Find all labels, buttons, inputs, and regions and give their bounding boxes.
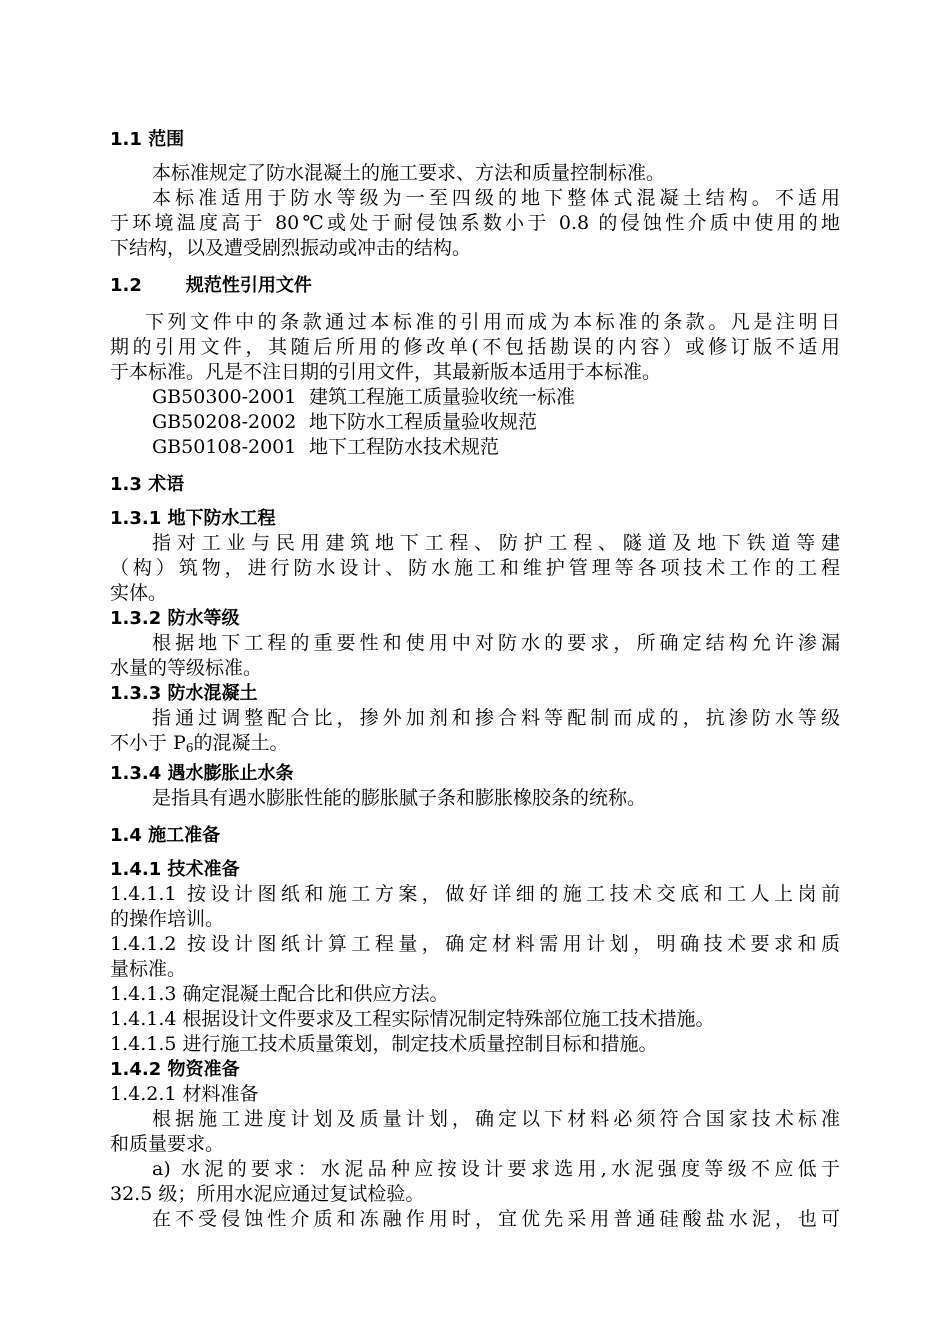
paragraph-line: 1.4.1.3 确定混凝土配合比和供应方法。 [110, 983, 449, 1005]
paragraph-line: 下结构，以及遭受剧烈振动或冲击的结构。 [110, 237, 472, 259]
paragraph-line: 本标准规定了防水混凝土的施工要求、方法和质量控制标准。 [152, 162, 666, 184]
paragraph-line: 根据地下工程的重要性和使用中对防水的要求，所确定结构允许渗漏 [152, 632, 840, 654]
reference-item [110, 410, 840, 435]
paragraph-line: 32.5 级；所用水泥应通过复试检验。 [110, 1183, 425, 1205]
paragraph-line: 指对工业与民用建筑地下工程、防护工程、隧道及地下铁道等建 [152, 532, 840, 554]
paragraph-line: a) 水泥的要求：水泥品种应按设计要求选用,水泥强度等级不应低于 [152, 1158, 840, 1180]
paragraph-line: 本标准适用于防水等级为一至四级的地下整体式混凝土结构。不适用 [152, 187, 840, 209]
section-heading-1-1: 1.1 范围 [110, 129, 185, 150]
paragraph-line: 下列文件中的条款通过本标准的引用而成为本标准的条款。凡是注明日 [145, 311, 840, 333]
section-title: 规范性引用文件 [185, 275, 312, 296]
subsection-heading: 1.3.1 地下防水工程 [110, 508, 276, 529]
subsection-heading: 1.3.4 遇水膨胀止水条 [110, 763, 294, 784]
reference-item [110, 435, 840, 460]
section-heading-1-4: 1.4 施工准备 [110, 825, 221, 846]
text-run: 的混凝土。 [193, 732, 289, 754]
section-heading-1-2 [110, 273, 840, 298]
reference-name: 地下防水工程质量验收规范 [309, 411, 538, 433]
paragraph-line: 在不受侵蚀性介质和冻融作用时，宜优先采用普通硅酸盐水泥，也可 [152, 1208, 840, 1230]
sub-subsection-heading: 1.4.2.1 材料准备 [110, 1083, 259, 1105]
paragraph-line: 根据施工进度计划及质量计划，确定以下材料必须符合国家技术标准 [152, 1108, 840, 1130]
section-number: 1.2 [110, 275, 142, 296]
paragraph-line: 于环境温度高于 80℃或处于耐侵蚀系数小于 0.8 的侵蚀性介质中使用的地 [110, 212, 840, 234]
paragraph-line: 1.4.1.2 按设计图纸计算工程量，确定材料需用计划，明确技术要求和质 [110, 933, 840, 955]
paragraph-line: 于本标准。凡是不注日期的引用文件，其最新版本适用于本标准。 [110, 361, 662, 383]
document-page [110, 127, 840, 1232]
subsection-heading: 1.3.2 防水等级 [110, 608, 240, 629]
paragraph-line: 实体。 [110, 582, 168, 604]
section-heading-1-3: 1.3 术语 [110, 474, 185, 495]
subsection-heading: 1.4.2 物资准备 [110, 1059, 240, 1080]
paragraph-line: 1.4.1.5 进行施工技术质量策划，制定技术质量控制目标和措施。 [110, 1033, 658, 1055]
reference-code: GB50208-2002 [152, 411, 297, 433]
paragraph-line: 量标准。 [110, 958, 187, 980]
paragraph-line: 和质量要求。 [110, 1133, 225, 1155]
paragraph-line: 的操作培训。 [110, 908, 225, 930]
subsection-heading: 1.3.3 防水混凝土 [110, 683, 258, 704]
paragraph-line [110, 731, 840, 761]
reference-item [110, 385, 840, 410]
paragraph-line: 是指具有遇水膨胀性能的膨胀腻子条和膨胀橡胶条的统称。 [152, 787, 647, 809]
text-run: 不小于 P [110, 732, 186, 754]
reference-name: 地下工程防水技术规范 [309, 436, 500, 458]
reference-name: 建筑工程施工质量验收统一标准 [309, 386, 576, 408]
subscript: 6 [185, 741, 194, 755]
paragraph-line: 期的引用文件，其随后所用的修改单(不包括勘误的内容）或修订版不适用 [110, 336, 840, 358]
paragraph-line: （构）筑物，进行防水设计、防水施工和维护管理等各项技术工作的工程 [110, 557, 840, 579]
paragraph-line: 指通过调整配合比，掺外加剂和掺合料等配制而成的，抗渗防水等级 [152, 707, 840, 729]
subsection-heading: 1.4.1 技术准备 [110, 859, 240, 880]
reference-code: GB50300-2001 [152, 386, 297, 408]
reference-code: GB50108-2001 [152, 436, 297, 458]
paragraph-line: 1.4.1.1 按设计图纸和施工方案，做好详细的施工技术交底和工人上岗前 [110, 883, 840, 905]
paragraph-line: 1.4.1.4 根据设计文件要求及工程实际情况制定特殊部位施工技术措施。 [110, 1008, 715, 1030]
paragraph-line: 水量的等级标准。 [110, 657, 263, 679]
